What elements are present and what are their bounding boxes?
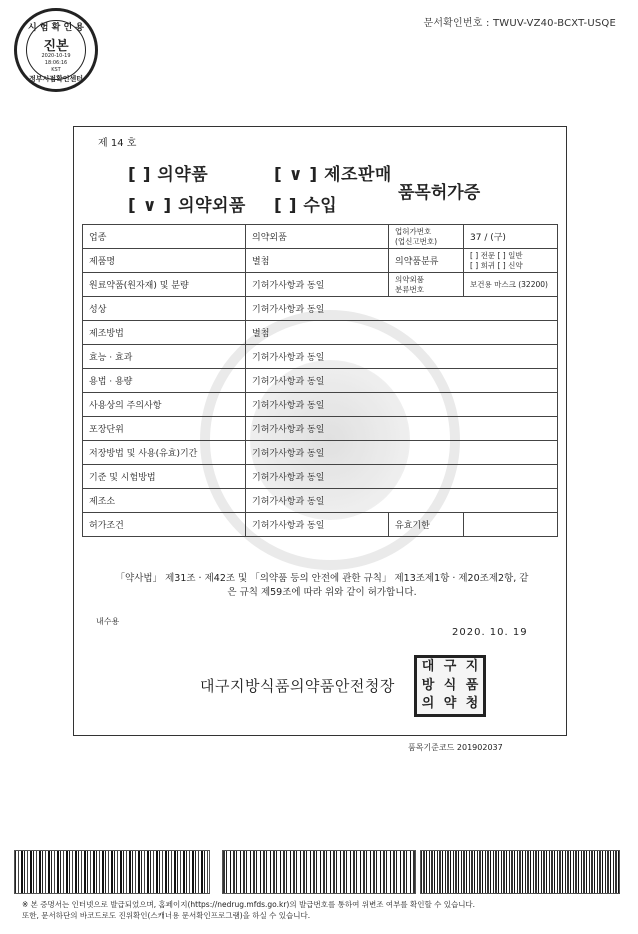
authorization-statement: 「약사법」 제31조 · 제42조 및 「의약품 등의 안전에 관한 규칙」 제13조제1항 · 제20조제2항, 같은 규칙 제59조에 따라 위와 같이 허가합니다. <box>115 573 529 598</box>
seal-char: 방 <box>421 677 435 693</box>
row-value: 의약외품 <box>246 225 389 249</box>
row-sub-label: 업허가번호 (업신고번호) <box>389 225 464 249</box>
row-value: 기허가사항과 동일 <box>246 345 558 369</box>
row-value: 기허가사항과 동일 <box>246 393 558 417</box>
footer-notice <box>22 899 622 921</box>
item-standard-code: 품목기준코드 201902037 <box>408 743 503 752</box>
table-row <box>83 297 558 321</box>
table-row <box>83 321 558 345</box>
row-value: 별첨 <box>246 321 558 345</box>
row-label: 제조소 <box>83 489 246 513</box>
barcode-1 <box>14 850 210 894</box>
row-label: 기준 및 시험방법 <box>83 465 246 489</box>
row-sub-label: 유효기한 <box>389 513 464 537</box>
table-row <box>83 225 558 249</box>
row-value: 별첨 <box>246 249 389 273</box>
table-row <box>83 465 558 489</box>
row-label: 저장방법 및 사용(유효)기간 <box>83 441 246 465</box>
footer-line-1: ※ 본 증명서는 인터넷으로 발급되었으며, 홈페이지(https://nedrug.mfds.go.kr)의 발급번호를 통하여 위변조 여부를 확인할 수 있습니다. <box>22 900 476 909</box>
table-row <box>83 249 558 273</box>
stamp-date: 2020-10-19 <box>41 53 71 59</box>
row-value: 기허가사항과 동일 <box>246 489 558 513</box>
table-row <box>83 393 558 417</box>
row-value: 기허가사항과 동일 <box>246 513 389 537</box>
seal-char: 지 <box>465 659 479 674</box>
category-manufacture-sale: [ ∨ ] 제조판매 <box>274 165 392 185</box>
row-label: 효능 · 효과 <box>83 345 246 369</box>
row-value: 기허가사항과 동일 <box>246 441 558 465</box>
table-row <box>83 441 558 465</box>
row-label: 용법 · 용량 <box>83 369 246 393</box>
table-row <box>83 513 558 537</box>
row-sub-value: 37 / (구) <box>464 225 558 249</box>
usage-type: 내수용 <box>96 617 120 626</box>
category-drug: [ ] 의약품 <box>128 165 209 185</box>
row-label: 제조방법 <box>83 321 246 345</box>
issuing-agency: 대구지방식품의약품안전청장 <box>200 677 395 695</box>
seal-char: 대 <box>421 659 435 674</box>
category-import: [ ] 수입 <box>274 196 338 216</box>
seal-char: 식 <box>443 677 457 693</box>
row-value: 기허가사항과 동일 <box>246 297 558 321</box>
stamp-bottom-text: 정부시점확인센터 <box>28 75 84 83</box>
table-row <box>83 489 558 513</box>
stamp-top-text: 시 험 확 인 용 <box>27 23 84 33</box>
table-row <box>83 417 558 441</box>
row-sub-label: 의약외품 분류번호 <box>389 273 464 297</box>
drug-classification-options <box>464 249 558 273</box>
barcode-2 <box>222 850 416 894</box>
classification-line-1: [ ] 전문 [ ] 일반 <box>470 250 523 260</box>
stamp-time: 18:06:16 <box>44 60 68 66</box>
row-value: 기허가사항과 동일 <box>246 273 389 297</box>
row-label: 제품명 <box>83 249 246 273</box>
document-title: 품목허가증 <box>398 183 481 203</box>
row-value: 기허가사항과 동일 <box>246 465 558 489</box>
seal-char: 구 <box>443 659 457 674</box>
row-sub-value <box>464 513 558 537</box>
row-label: 원료약품(원자재) 및 분량 <box>83 273 246 297</box>
seal-char: 약 <box>443 696 457 712</box>
table-row <box>83 273 558 297</box>
certificate-number: 제 14 호 <box>98 138 137 149</box>
seal-char: 의 <box>421 696 435 712</box>
row-label: 포장단위 <box>83 417 246 441</box>
seal-char: 품 <box>465 677 479 693</box>
footer-line-2: 또한, 문서하단의 바코드로도 진위확인(스캐너용 문서확인프로그램)을 하실 수 있습니다. <box>22 911 311 920</box>
row-label: 허가조건 <box>83 513 246 537</box>
document-confirmation-number: 문서확인번호 : TWUV-VZ40-BCXT-USQE <box>423 18 616 29</box>
row-sub-label: 의약품분류 <box>389 249 464 273</box>
official-seal <box>414 655 486 717</box>
issue-date: 2020. 10. 19 <box>452 627 528 638</box>
category-quasi-drug: [ ∨ ] 의약외품 <box>128 196 246 216</box>
row-label: 업종 <box>83 225 246 249</box>
row-label: 성상 <box>83 297 246 321</box>
stamp-code: KST <box>51 67 61 73</box>
seal-char: 청 <box>465 696 479 712</box>
barcode-3 <box>420 850 620 894</box>
table-row <box>83 345 558 369</box>
row-value: 기허가사항과 동일 <box>246 417 558 441</box>
verification-stamp <box>14 8 98 92</box>
row-label: 사용상의 주의사항 <box>83 393 246 417</box>
table-row <box>83 369 558 393</box>
row-sub-value: 보건용 마스크 (32200) <box>464 273 558 297</box>
permit-table <box>82 224 558 537</box>
classification-line-2: [ ] 희귀 [ ] 신약 <box>470 260 523 270</box>
row-value: 기허가사항과 동일 <box>246 369 558 393</box>
stamp-main-text: 진본 <box>43 39 69 54</box>
